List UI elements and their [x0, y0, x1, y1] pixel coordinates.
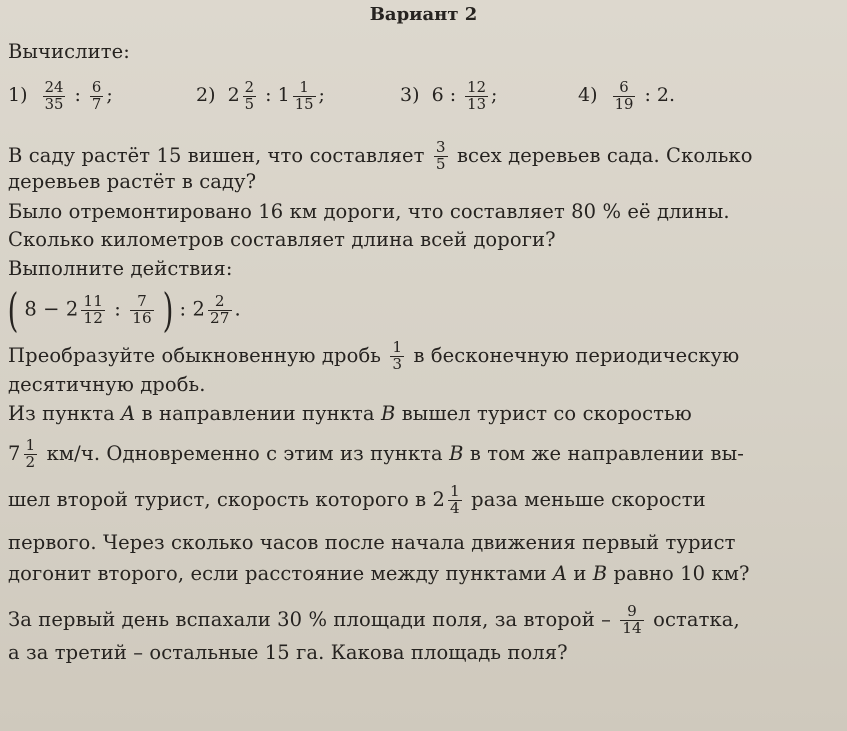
fraction: $\frac{3}{5}$: [435, 138, 446, 173]
task7-line1: За первый день вспахали 30 % площади поля, за второй – $\frac{9}{14}$ остатка,: [8, 602, 740, 637]
fraction: $\frac{11}{12}$: [83, 291, 103, 327]
task6-line2: 7 $\frac{1}{2}$ км/ч. Одновременно с этим из пункта B в том же направлении вы-: [8, 436, 744, 471]
task6-line5: догонит второго, если расстояние между пунктами A и B равно 10 км?: [8, 562, 750, 585]
task2-line2: деревьев растёт в саду?: [8, 170, 257, 193]
task1-item-3: 3) 6 : $\frac{12}{13}$ ;: [400, 79, 498, 113]
task4-expression: ( 8 − 2 $\frac{11}{12}$ : $\frac{7}{16}$ ) : 2 $\frac{2}{27}$ .: [7, 283, 241, 337]
fraction: $\frac{2}{27}$: [209, 291, 230, 327]
fraction: $\frac{6}{19}$: [614, 79, 634, 113]
task4-prompt: Выполните действия:: [8, 257, 233, 280]
task1-item-2: 2) 2 $\frac{2}{5}$ : 1 $\frac{1}{15}$ ;: [196, 79, 325, 113]
item-number: 4): [578, 84, 598, 107]
item-number: 3): [400, 84, 420, 107]
fraction: $\frac{7}{16}$: [132, 291, 152, 327]
fraction: $\frac{6}{7}$: [91, 79, 102, 113]
fraction: $\frac{2}{5}$: [244, 79, 255, 113]
variant-title: Вариант 2: [369, 4, 478, 25]
task1-item-1: 1) $\frac{24}{35}$ : $\frac{6}{7}$ ;: [8, 79, 113, 113]
fraction: $\frac{9}{14}$: [622, 602, 642, 637]
item-number: 1): [8, 84, 28, 107]
fraction: $\frac{1}{15}$: [294, 79, 314, 113]
task2-line1: В саду растёт 15 вишен, что составляет $\frac{3}{5}$ всех деревьев сада. Сколько: [8, 138, 753, 173]
task6-line1: Из пункта A в направлении пункта B вышел турист со скоростью: [8, 402, 692, 425]
fraction: $\frac{24}{35}$: [44, 79, 64, 113]
fraction: $\frac{1}{4}$: [450, 482, 460, 517]
task1-prompt: Вычислите:: [8, 40, 130, 63]
task3-line1: Было отремонтировано 16 км дороги, что составляет 80 % её длины.: [8, 200, 730, 223]
task5-line2: десятичную дробь.: [8, 373, 206, 396]
fraction: $\frac{1}{2}$: [25, 436, 36, 471]
task5-line1: Преобразуйте обыкновенную дробь $\frac{1}{3}$ в бесконечную периодическую: [8, 338, 740, 373]
task6-line3: шел второй турист, скорость которого в 2 $\frac{1}{4}$ раза меньше скорости: [8, 482, 706, 517]
item-number: 2): [196, 84, 216, 107]
task7-line2: а за третий – остальные 15 га. Какова площадь поля?: [8, 641, 568, 664]
task1-item-4: 4) $\frac{6}{19}$ : 2.: [578, 79, 676, 113]
fraction: $\frac{1}{3}$: [392, 338, 403, 373]
fraction: $\frac{12}{13}$: [467, 79, 486, 113]
task3-line2: Сколько километров составляет длина всей дороги?: [8, 228, 556, 251]
task6-line4: первого. Через сколько часов после начала движения первый турист: [8, 531, 736, 554]
